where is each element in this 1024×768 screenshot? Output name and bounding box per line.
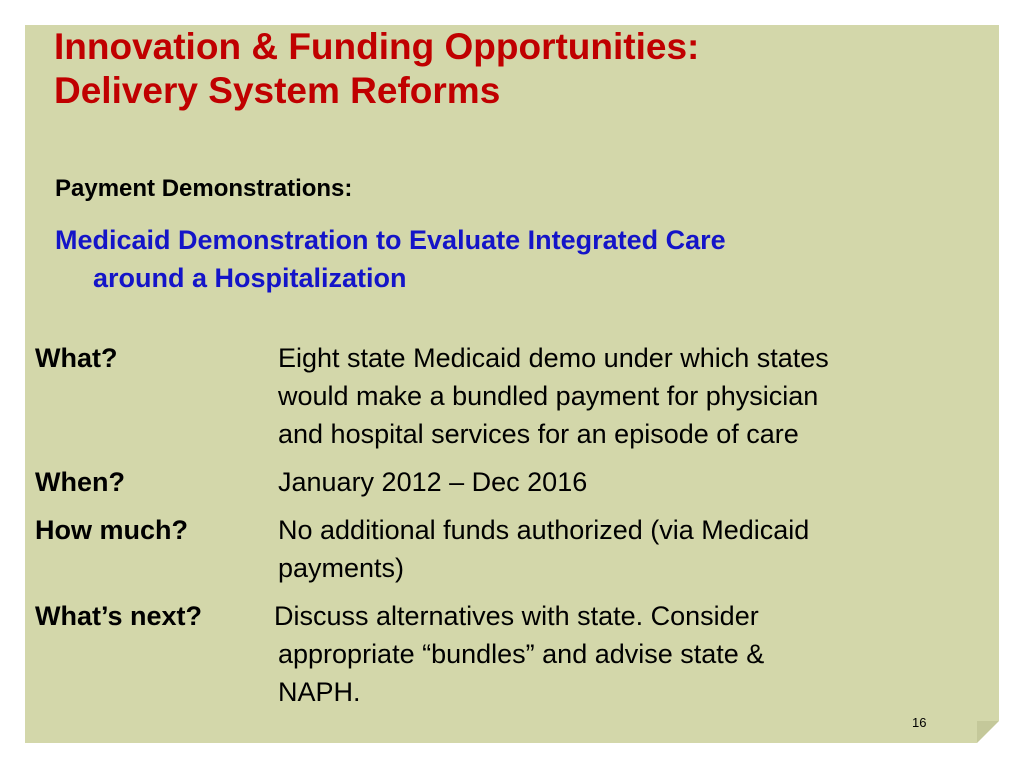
demonstration-title xyxy=(55,221,955,297)
detail-value-line: Discuss alternatives with state. Consider xyxy=(274,601,759,631)
slide-title xyxy=(54,25,699,113)
demonstration-title-line-2: around a Hospitalization xyxy=(93,263,407,293)
detail-value-line: would make a bundled payment for physician xyxy=(278,381,819,411)
detail-value-line: and hospital services for an episode of care xyxy=(278,419,799,449)
detail-value-line: No additional funds authorized (via Medicaid xyxy=(278,515,810,545)
detail-label-whats-next: What’s next? xyxy=(35,601,203,631)
detail-value-line: January 2012 – Dec 2016 xyxy=(278,467,588,497)
demonstration-title-line-1: Medicaid Demonstration to Evaluate Integrated Care xyxy=(55,225,726,255)
detail-row-when xyxy=(35,463,985,501)
page-curl-corner xyxy=(977,721,999,743)
detail-row-whats-next xyxy=(35,597,985,711)
page-number: 16 xyxy=(912,715,927,730)
slide-title-line-2: Delivery System Reforms xyxy=(54,70,501,111)
detail-label-what: What? xyxy=(35,343,118,373)
detail-value-line: appropriate “bundles” and advise state & xyxy=(278,639,765,669)
detail-value-line: payments) xyxy=(278,553,405,583)
detail-value-line: Eight state Medicaid demo under which states xyxy=(278,343,829,373)
detail-value-whats-next xyxy=(274,597,985,711)
detail-value-what xyxy=(278,339,985,453)
slide xyxy=(25,25,999,743)
detail-value-how-much xyxy=(278,511,985,587)
detail-row-how-much xyxy=(35,511,985,587)
detail-value-when xyxy=(278,463,985,501)
details-list xyxy=(35,339,985,721)
detail-label-when: When? xyxy=(35,467,125,497)
detail-value-line: NAPH. xyxy=(278,677,361,707)
slide-title-line-1: Innovation & Funding Opportunities: xyxy=(54,26,700,67)
detail-row-what xyxy=(35,339,985,453)
detail-label-how-much: How much? xyxy=(35,515,188,545)
section-subheading: Payment Demonstrations: xyxy=(55,175,353,202)
